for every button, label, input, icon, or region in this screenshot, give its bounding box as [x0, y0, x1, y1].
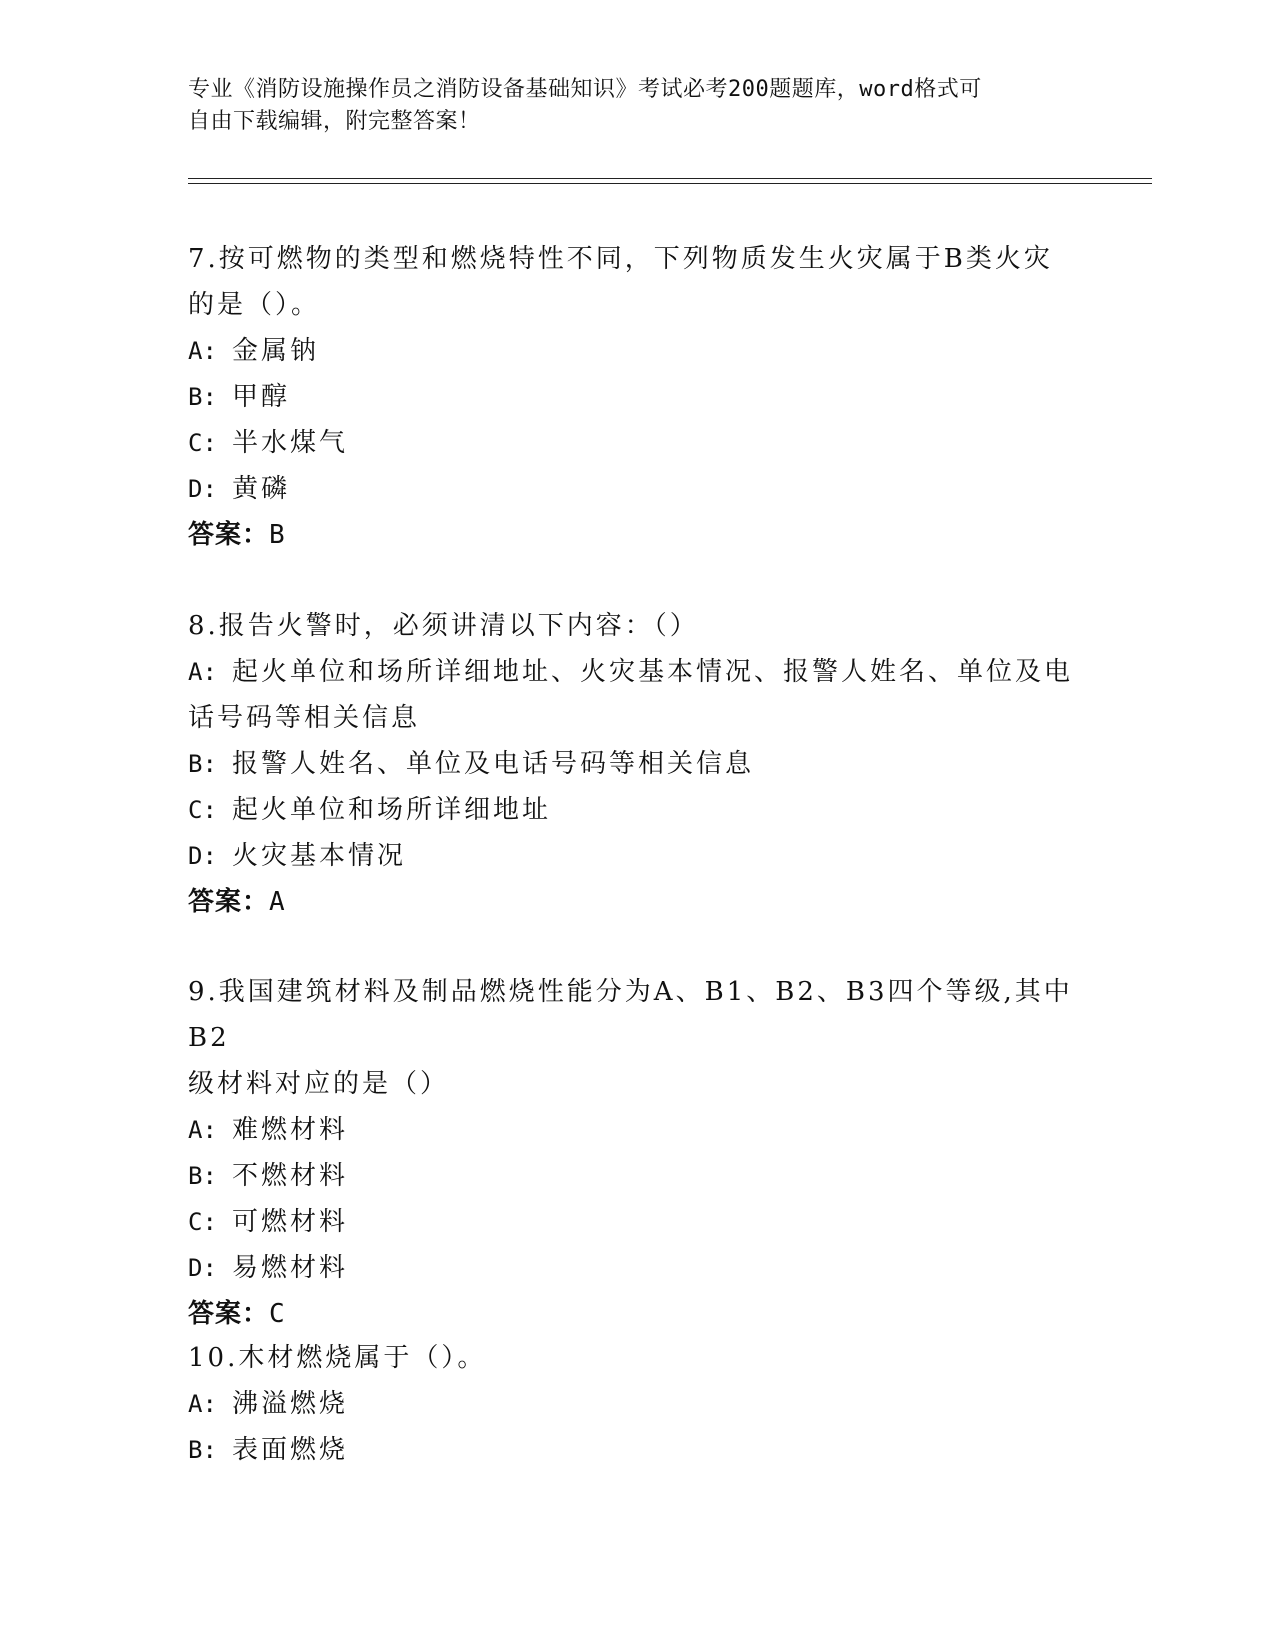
option-key: A: — [188, 1390, 217, 1418]
option-text: 火灾基本情况 — [232, 841, 407, 871]
option-key: A: — [188, 337, 217, 365]
answer-label: 答案： — [188, 520, 270, 550]
answer — [188, 512, 1088, 558]
question-stem-cont: 的是（）。 — [188, 290, 321, 320]
option-text: 报警人姓名、单位及电话号码等相关信息 — [232, 749, 755, 779]
option-key: D: — [188, 842, 217, 870]
option-key: C: — [188, 796, 217, 824]
question-stem: 8.报告火警时，必须讲清以下内容：（） — [188, 611, 699, 641]
option-key: D: — [188, 1254, 217, 1282]
option-b — [188, 1427, 1088, 1473]
option-d — [188, 1245, 1088, 1291]
document-header — [188, 74, 1068, 138]
option-key: B: — [188, 1162, 217, 1190]
answer-label: 答案： — [188, 1299, 270, 1329]
option-key: A: — [188, 1116, 217, 1144]
header-divider-top — [188, 178, 1152, 179]
answer — [188, 879, 1088, 925]
option-text: 甲醇 — [232, 382, 291, 412]
header-line-1: 专业《消防设施操作员之消防设备基础知识》考试必考200题题库，word格式可 — [188, 77, 982, 102]
option-b — [188, 374, 1088, 420]
option-d — [188, 466, 1088, 512]
option-c — [188, 1199, 1088, 1245]
header-line-2: 自由下载编辑，附完整答案！ — [188, 109, 481, 134]
option-key: D: — [188, 475, 217, 503]
option-text: 易燃材料 — [232, 1253, 349, 1283]
question-7 — [188, 236, 1088, 558]
answer-label: 答案： — [188, 887, 270, 917]
option-key: A: — [188, 658, 217, 686]
option-text: 可燃材料 — [232, 1207, 349, 1237]
question-stem: 9.我国建筑材料及制品燃烧性能分为A、B1、B2、B3四个等级,其中B2 — [188, 977, 1073, 1053]
option-text: 黄磷 — [232, 474, 291, 504]
option-a — [188, 649, 1088, 695]
option-text: 难燃材料 — [232, 1115, 349, 1145]
question-stem: 7.按可燃物的类型和燃烧特性不同，下列物质发生火灾属于B类火灾 — [188, 244, 1053, 274]
option-text: 不燃材料 — [232, 1161, 349, 1191]
question-stem: 10.木材燃烧属于（）。 — [188, 1343, 487, 1373]
option-d — [188, 833, 1088, 879]
question-9 — [188, 969, 1088, 1337]
option-key: B: — [188, 1436, 217, 1464]
option-text: 半水煤气 — [232, 428, 349, 458]
answer-value: C — [269, 1299, 285, 1329]
option-c — [188, 420, 1088, 466]
option-text: 金属钠 — [232, 336, 320, 366]
answer-value: B — [269, 520, 285, 550]
option-key: C: — [188, 429, 217, 457]
option-text: 起火单位和场所详细地址 — [232, 795, 552, 825]
option-c — [188, 787, 1088, 833]
option-a-cont: 话号码等相关信息 — [188, 703, 421, 733]
question-stem-cont: 级材料对应的是（） — [188, 1069, 450, 1099]
question-8 — [188, 603, 1088, 925]
header-divider-bottom — [188, 183, 1152, 184]
option-key: B: — [188, 383, 217, 411]
answer-value: A — [269, 887, 285, 917]
option-text: 表面燃烧 — [232, 1435, 349, 1465]
option-b — [188, 1153, 1088, 1199]
option-a — [188, 1107, 1088, 1153]
option-key: C: — [188, 1208, 217, 1236]
option-b — [188, 741, 1088, 787]
option-text: 起火单位和场所详细地址、火灾基本情况、报警人姓名、单位及电 — [232, 657, 1074, 687]
option-text: 沸溢燃烧 — [232, 1389, 349, 1419]
question-10 — [188, 1335, 1088, 1473]
option-a — [188, 328, 1088, 374]
option-a — [188, 1381, 1088, 1427]
option-key: B: — [188, 750, 217, 778]
answer — [188, 1291, 1088, 1337]
